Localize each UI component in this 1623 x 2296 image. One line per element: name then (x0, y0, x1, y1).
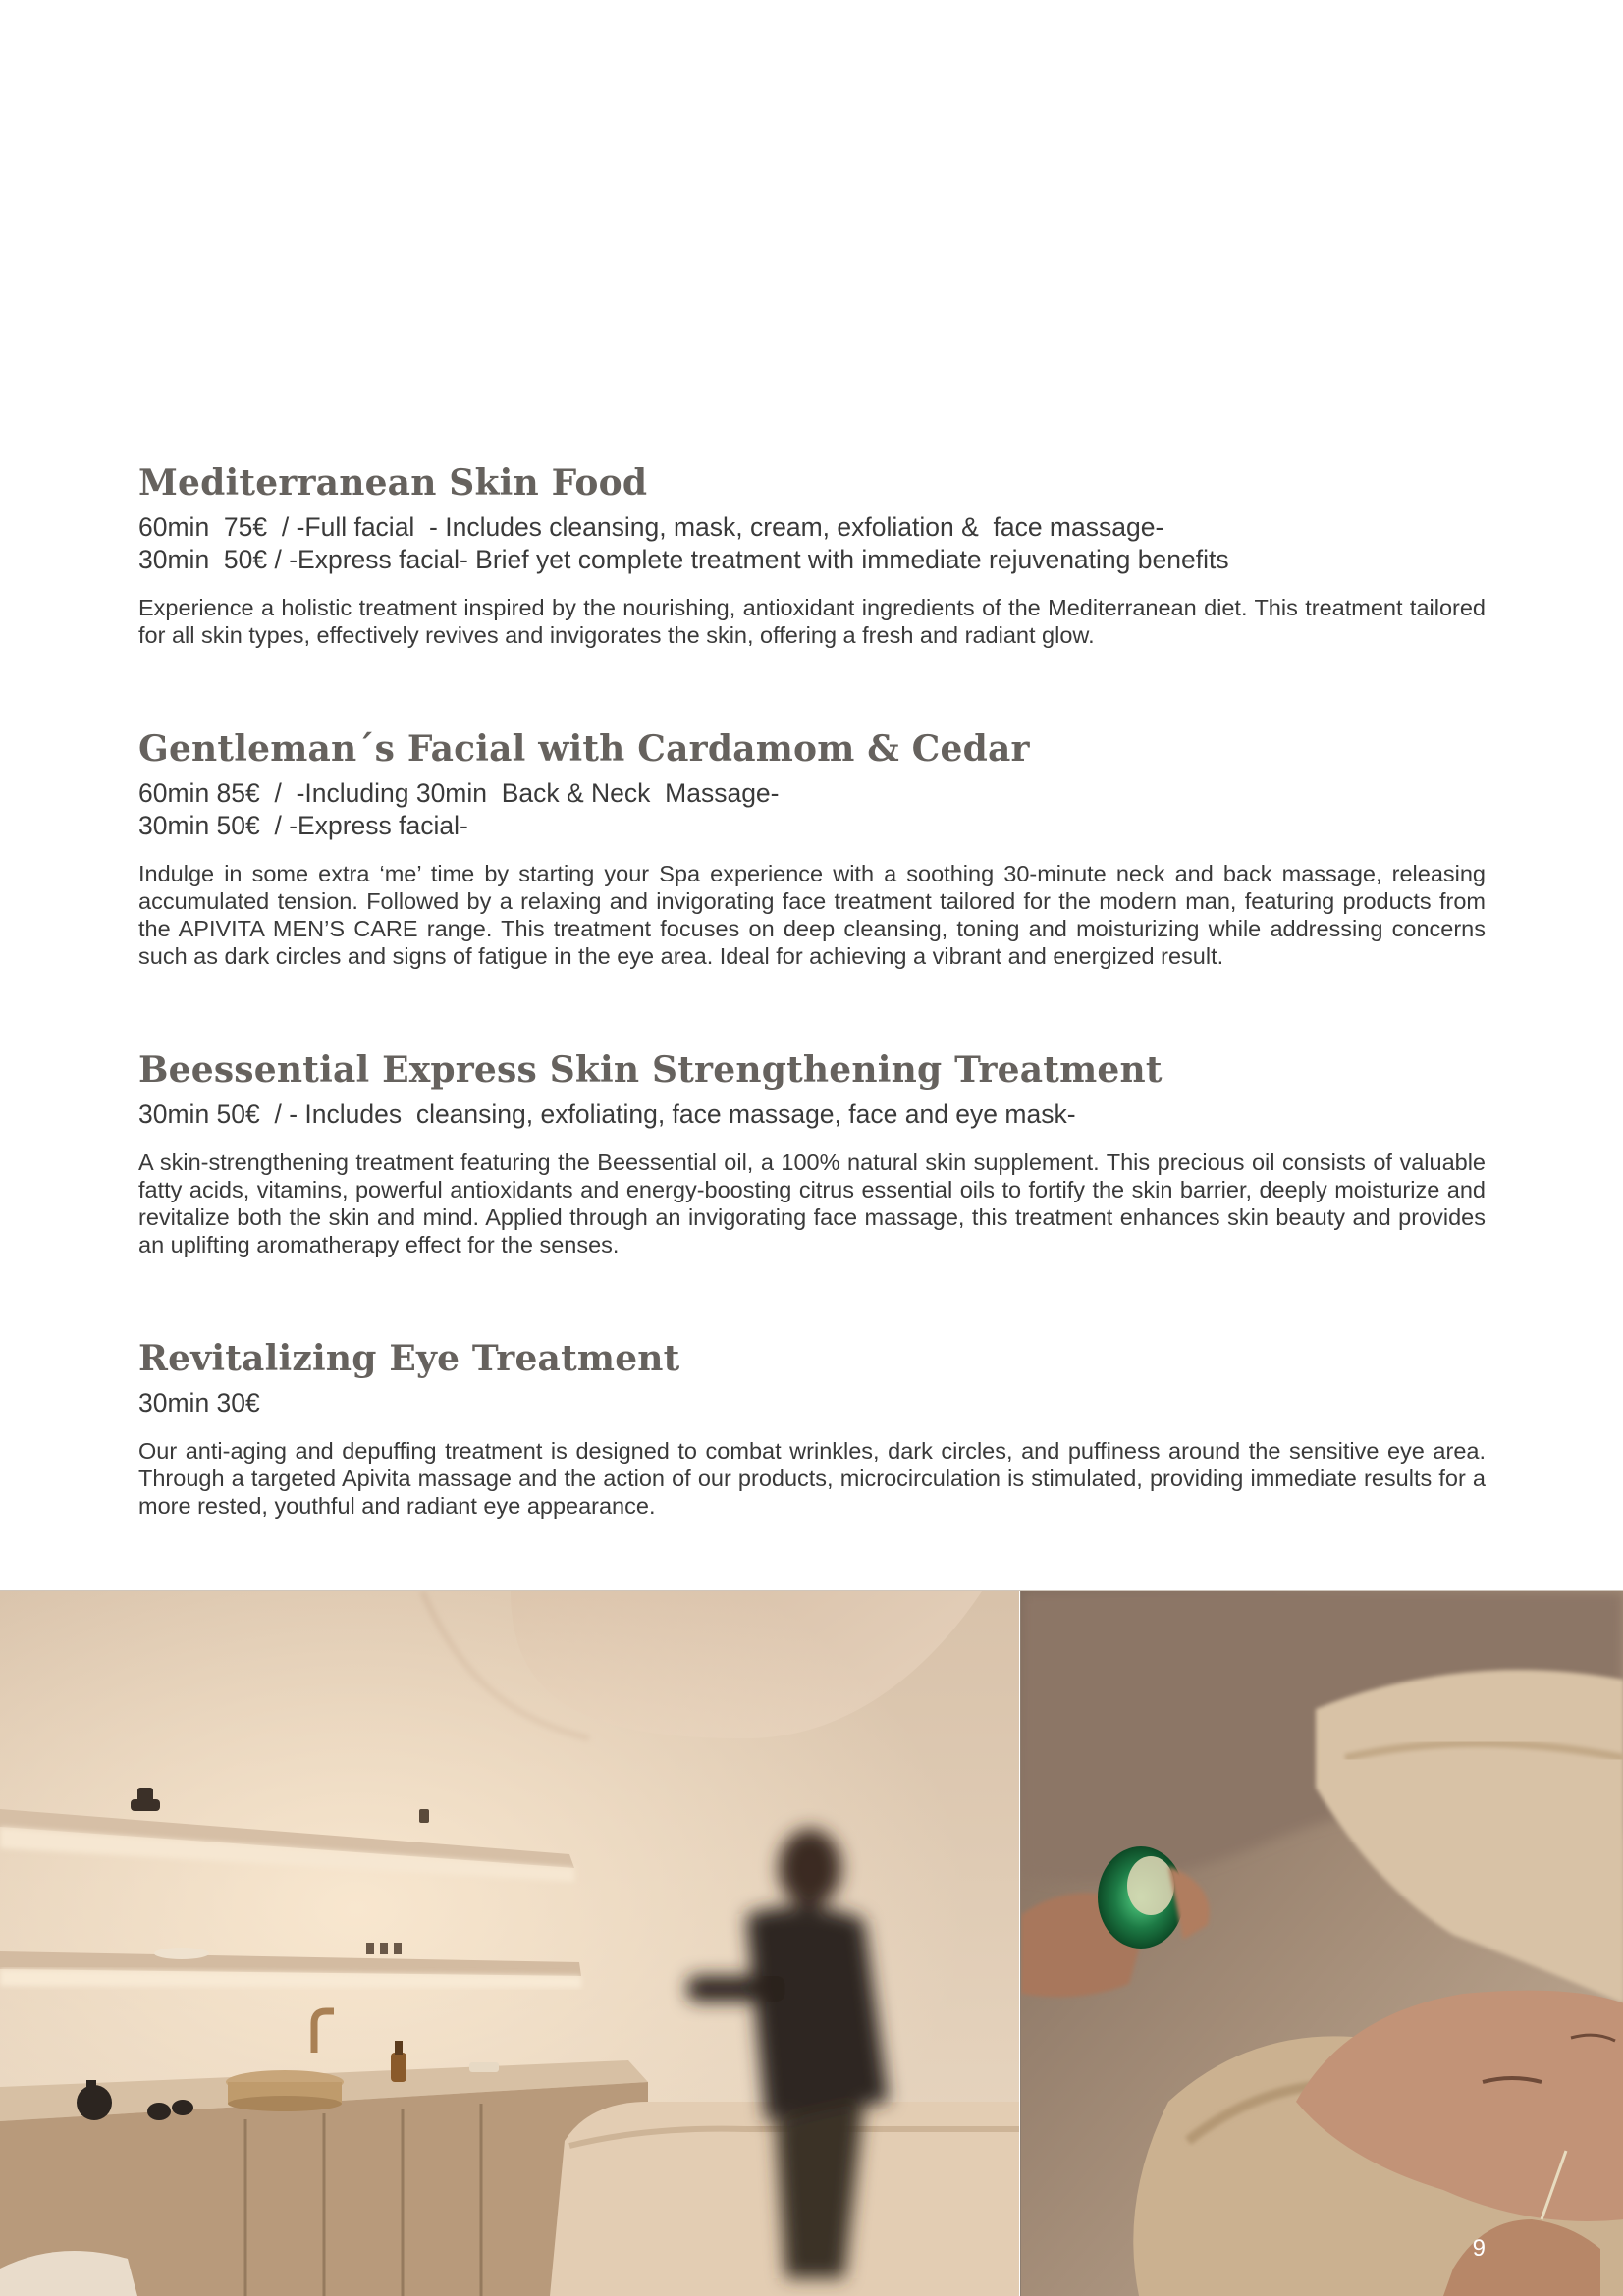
treatment-description: A skin-strengthening treatment featuring the Beessential oil, a 100% natural skin supplement. This precious oil consists of valuable fatty acids, vitamins, powerful antioxidants and energy-boosting citrus essential oils to fortify the skin barrier, deeply moisturize and revitalize both the skin and mind. Applied through an invigorating face massage, this treatment enhances skin beauty and provides an uplifting aromatherapy effect for the senses. (138, 1149, 1486, 1257)
treatment-gentlemans-facial (138, 727, 1486, 970)
treatment-price-line: 60min 75€ / -Full facial - Includes cleansing, mask, cream, exfoliation & face massage- (138, 512, 1164, 542)
treatment-price-line: 30min 30€ (138, 1388, 260, 1417)
treatment-beessential-express (138, 1048, 1486, 1258)
treatment-price-line: 30min 50€ / - Includes cleansing, exfoliating, face massage, face and eye mask- (138, 1099, 1076, 1129)
treatment-price-line: 60min 85€ / -Including 30min Back & Neck Massage- (138, 778, 780, 808)
treatment-title: Gentleman´s Facial with Cardamom & Cedar (138, 728, 1030, 770)
page-number: 9 (1472, 2235, 1486, 2262)
treatment-description: Our anti-aging and depuffing treatment is designed to combat wrinkles, dark circles, and puffiness around the sensitive eye area. Through a targeted Apivita massage and the action of our products, microcirculation is stimulated, providing immediate results for a more rested, youthful and radiant eye appearance. (138, 1438, 1486, 1519)
spa-room-photo (0, 1591, 1019, 2296)
treatment-list (138, 461, 1486, 1520)
treatment-description: Experience a holistic treatment inspired by the nourishing, antioxidant ingredients of the Mediterranean diet. This treatment tailored for all skin types, effectively revives and invigorates the skin, offering a fresh and radiant glow. (138, 595, 1486, 648)
facial-treatment-photo (1020, 1591, 1623, 2296)
treatment-description: Indulge in some extra ‘me’ time by starting your Spa experience with a soothing 30-minute neck and back massage, releasing accumulated tension. Followed by a relaxing and invigorating face treatment tailored for the modern man, featuring products from the APIVITA MEN’S CARE range. This treatment focuses on deep cleansing, toning and moisturizing while addressing concerns such as dark circles and signs of fatigue in the eye area. Ideal for achieving a vibrant and energized result. (138, 861, 1486, 969)
treatment-title: Beessential Express Skin Strengthening Treatment (138, 1049, 1163, 1091)
treatment-price-line: 30min 50€ / -Express facial- (138, 811, 468, 840)
photo-strip (0, 1590, 1623, 2296)
treatment-title: Mediterranean Skin Food (138, 462, 648, 504)
treatment-price-line: 30min 50€ / -Express facial- Brief yet complete treatment with immediate rejuvenating benefits (138, 545, 1229, 574)
treatment-mediterranean-skin-food (138, 461, 1486, 649)
treatment-title: Revitalizing Eye Treatment (138, 1338, 680, 1379)
treatment-revitalizing-eye (138, 1337, 1486, 1520)
